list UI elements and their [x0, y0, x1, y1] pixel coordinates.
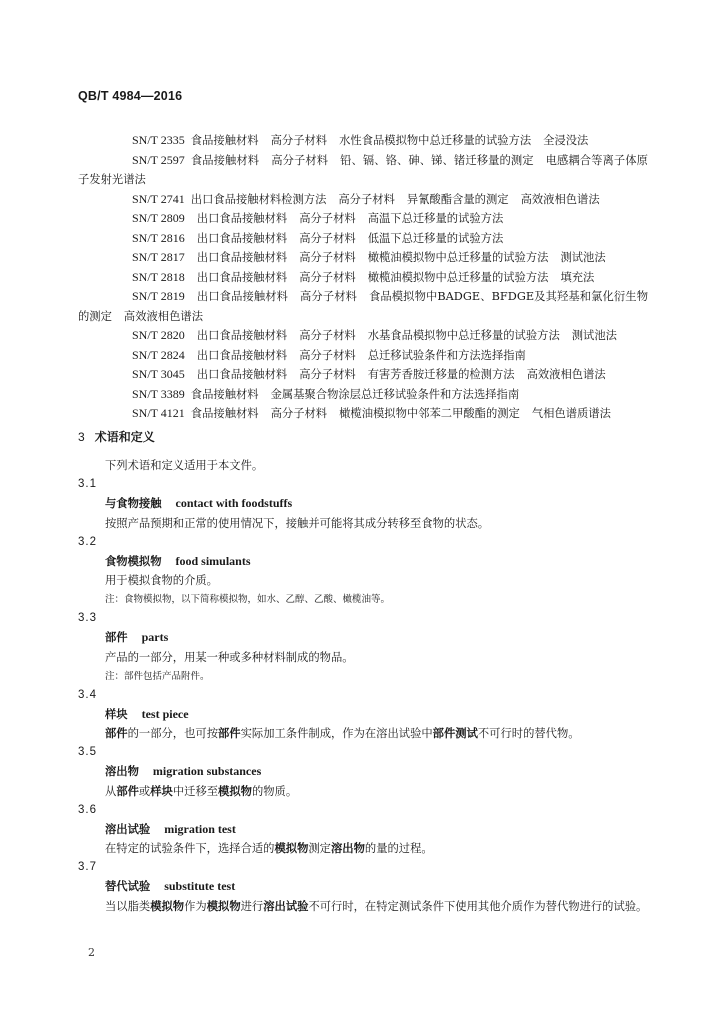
- term-heading: 与食物接触 contact with foodstuffs: [105, 496, 293, 510]
- term-heading: 样块 test piece: [105, 706, 189, 721]
- reference-item: SN/T 2809 出口食品接触材料 高分子材料 高温下总迁移量的试验方法: [132, 211, 504, 225]
- term-note: 注：食物模拟物，以下简称模拟物，如水、乙醇、乙酸、橄榄油等。: [105, 594, 391, 605]
- term-heading: 替代试验 substitute test: [105, 879, 236, 893]
- term-definition: 从部件或样块中迁移至模拟物的物质。: [105, 783, 298, 798]
- term-definition: 部件的一部分，也可按部件实际加工条件制成，作为在溶出试验中部件测试不可行时的替代物。: [105, 726, 580, 740]
- reference-item: SN/T 3045 出口食品接触材料 高分子材料 有害芳香胺迁移量的检测方法 高效液相色谱法: [132, 367, 606, 381]
- reference-item: SN/T 2818 出口食品接触材料 高分子材料 橄榄油模拟物中总迁移量的试验方法 填充法: [132, 269, 595, 284]
- reference-item: SN/T 2816 出口食品接触材料 高分子材料 低温下总迁移量的试验方法: [132, 230, 504, 245]
- standard-code-header: QB/T 4984—2016: [78, 89, 183, 103]
- clause-number: 3.1: [78, 478, 97, 490]
- reference-item: SN/T 2824 出口食品接触材料 高分子材料 总迁移试验条件和方法选择指南: [132, 347, 526, 362]
- term-definition: 在特定的试验条件下，选择合适的模拟物测定溶出物的量的过程。: [105, 841, 433, 855]
- term-heading: 部件 parts: [105, 630, 169, 644]
- term-definition: 用于模拟食物的介质。: [105, 574, 218, 587]
- terms-and-definitions: [78, 456, 648, 916]
- reference-item: SN/T 3389 食品接触材料 金属基聚合物涂层总迁移试验条件和方法选择指南: [132, 386, 520, 401]
- clause-number: 3.6: [78, 803, 97, 816]
- term-heading: 食物模拟物 food simulants: [105, 553, 251, 568]
- clause-number: 3.2: [78, 535, 97, 548]
- reference-item: SN/T 2597 食品接触材料 高分子材料 铅、镉、铬、砷、锑、锗迁移量的测定 电感耦合等离子体原子发射光谱法: [78, 152, 648, 186]
- clause-number: 3.4: [78, 688, 97, 701]
- section-heading: 3 术语和定义: [78, 430, 155, 444]
- term-definition: 当以脂类模拟物作为模拟物进行溶出试验不可行时，在特定测试条件下使用其他介质作为替代物进行的试验。: [105, 898, 648, 913]
- reference-item: SN/T 2741 出口食品接触材料检测方法 高分子材料 异氰酸酯含量的测定 高效液相色谱法: [132, 191, 600, 206]
- page-number: 2: [88, 946, 95, 959]
- clause-number: 3.5: [78, 746, 97, 758]
- reference-item: SN/T 2820 出口食品接触材料 高分子材料 水基食品模拟物中总迁移量的试验方法 测试池法: [132, 328, 617, 342]
- section-intro: 下列术语和定义适用于本文件。: [105, 459, 264, 472]
- term-definition: 产品的一部分，用某一种或多种材料制成的物品。: [105, 650, 354, 664]
- term-note: 注：部件包括产品附件。: [105, 670, 210, 682]
- clause-number: 3.7: [78, 861, 97, 873]
- term-heading: 溶出试验 migration test: [105, 821, 236, 836]
- normative-references-list: [78, 131, 648, 424]
- reference-item: SN/T 4121 食品接触材料 高分子材料 橄榄油模拟物中邻苯二甲酸酯的测定 气相色谱质谱法: [132, 406, 611, 420]
- reference-item: SN/T 2335 食品接触材料 高分子材料 水性食品模拟物中总迁移量的试验方法 全浸没法: [132, 133, 589, 147]
- reference-item: SN/T 2817 出口食品接触材料 高分子材料 橄榄油模拟物中总迁移量的试验方法 测试池法: [132, 250, 606, 264]
- term-definition: 按照产品预期和正常的使用情况下，接触并可能将其成分转移至食物的状态。: [105, 516, 490, 530]
- clause-number: 3.3: [78, 612, 97, 624]
- reference-item: SN/T 2819 出口食品接触材料 高分子材料 食品模拟物中BADGE、BFDGE及其羟基和氯化衍生物的测定 高效液相色谱法: [78, 289, 648, 323]
- term-heading: 溶出物 migration substances: [105, 764, 262, 778]
